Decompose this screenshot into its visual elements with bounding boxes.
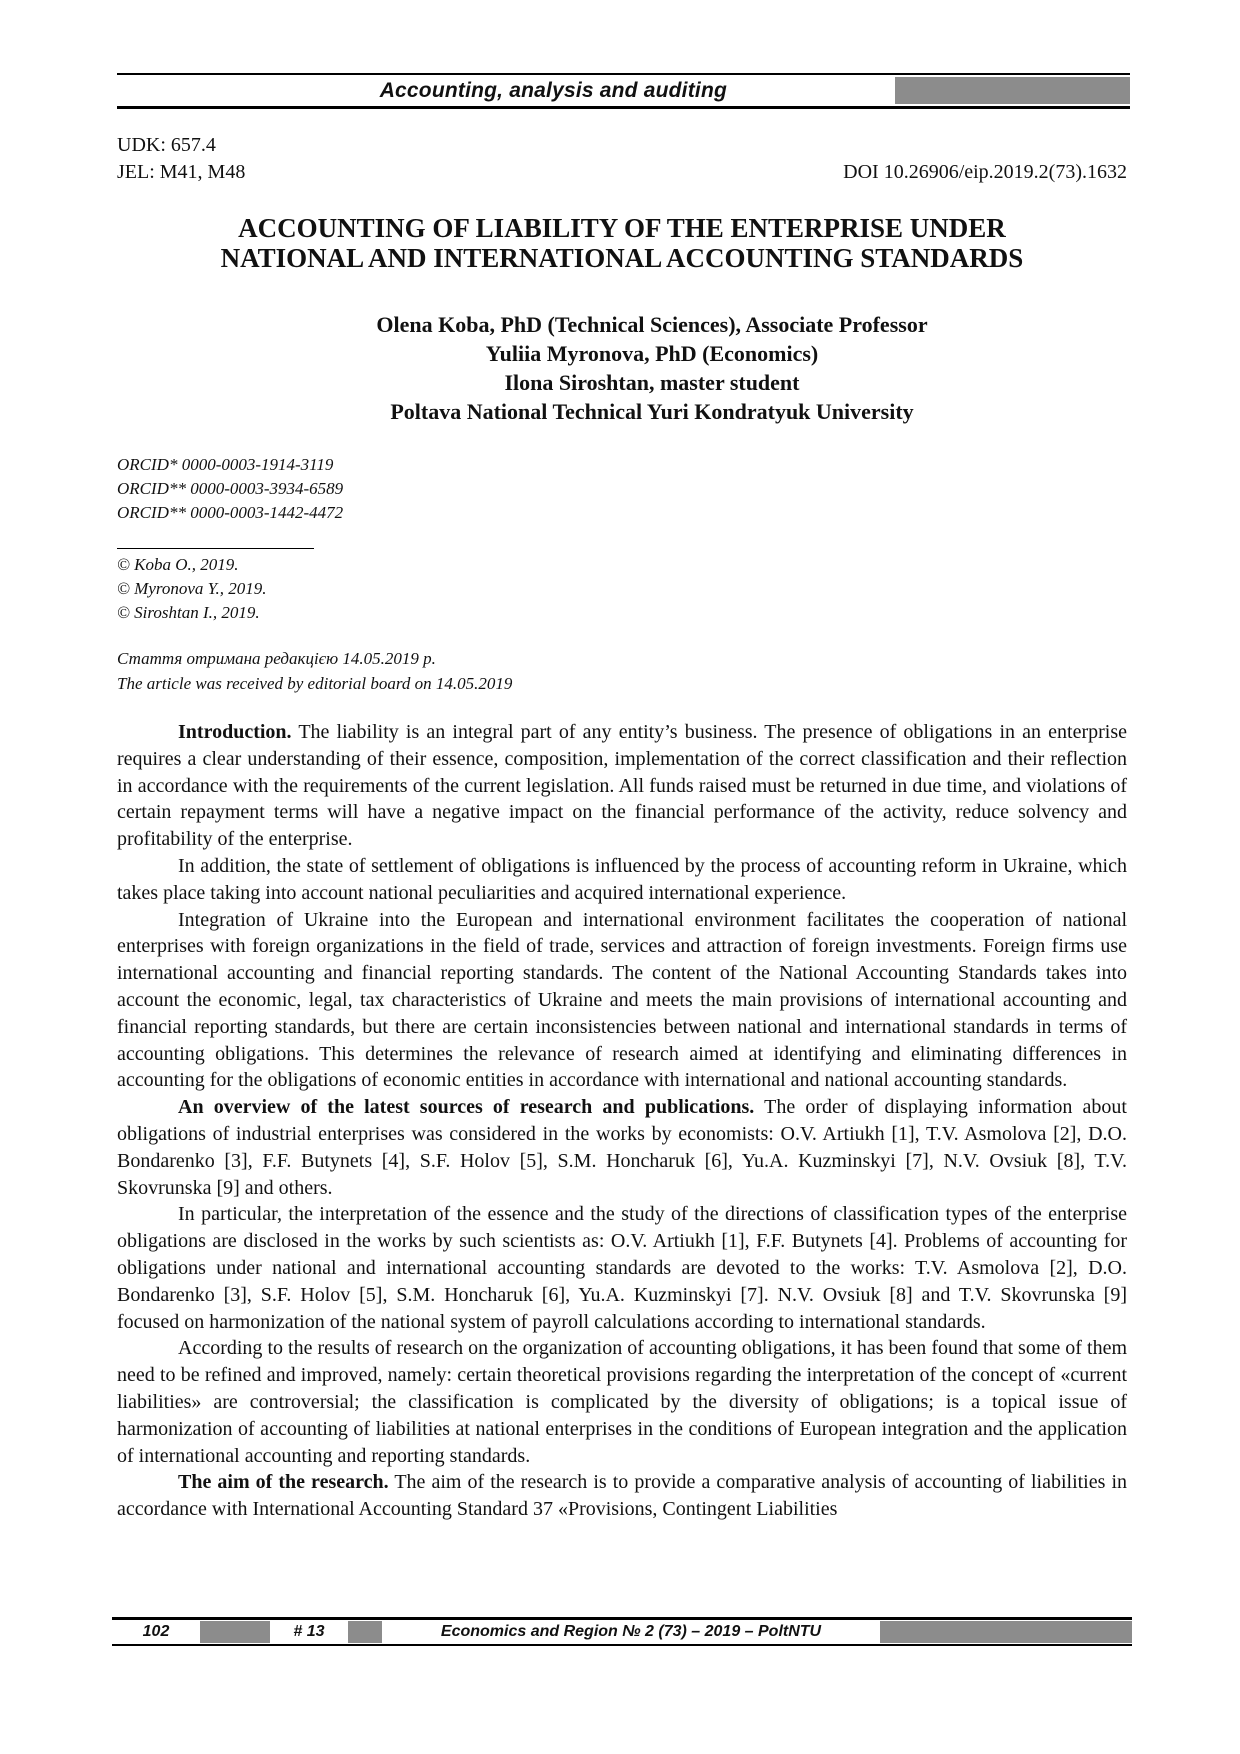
author-3: Ilona Siroshtan, master student [504,370,800,395]
footer-gray-block [200,1621,270,1643]
title-line-1: ACCOUNTING OF LIABILITY OF THE ENTERPRISE UNDER [238,213,1006,243]
received-note [117,646,512,696]
paragraph-aim [117,1469,1127,1523]
received-ukrainian: Стаття отримана редакцією 14.05.2019 р. [117,649,436,668]
issue-number: # 13 [293,1623,325,1640]
title-line-2: NATIONAL AND INTERNATIONAL ACCOUNTING STANDARDS [220,243,1024,273]
overview-heading: An overview of the latest sources of research and publications. [178,1096,755,1119]
article-metadata [117,132,1127,186]
header-gray-bar [895,77,1130,104]
running-footer [112,1617,1132,1647]
journal-name: Economics and Region № 2 (73) – 2019 – PoltNTU [440,1623,822,1640]
author-block [117,310,1187,426]
paragraph: According to the results of research on the organization of accounting obligations, it has been found that some of them need to be refined and improved, namely: certain theoretical provisions regarding the interpretation of the concept of «current liabilities» are controversial; the classification is complicated by the diversity of obligations; is a topical issue of harmonization of accounting of liabilities at national enterprises in the conditions of European integration and the application of international accounting and reporting standards. [117,1337,1127,1467]
header-bottom-rule [117,106,1130,109]
paragraph: In particular, the interpretation of the essence and the study of the directions of classification types of the enterprise obligations are disclosed in the works by such scientists as: O.V. Artiukh [1], F.F. Butynets [4]. Problems of accounting for obligations under national and international accounting standards are devoted to the works: T.V. Asmolova [2], D.O. Bondarenko [3], S.F. Holov [5], S.M. Honcharuk [6], Yu.A. Kuzminskyi [7]. N.V. Ovsiuk [8] and T.V. Skovrunska [9] focused on harmonization of the national system of payroll calculations according to international standards. [117,1203,1127,1333]
paragraph: In addition, the state of settlement of obligations is influenced by the process of accounting reform in Ukraine, which takes place taking into account national peculiarities and acquired international experience. [117,854,1127,904]
introduction-heading: Introduction. [178,721,292,743]
paragraph-overview [117,1094,1127,1201]
copyright-list [117,553,267,625]
author-1: Olena Koba, PhD (Technical Sciences), Associate Professor [376,312,928,337]
overview-text: The order of displaying information about obligations of industrial enterprises was considered in the works by economists: O.V. Artiukh [1], T.V. Asmolova [2], D.O. Bondarenko [3], F.F. Butynets [4], S.F. Holov [5], S.M. Honcharuk [6], Yu.A. Kuzminskyi [7], N.V. Ovsiuk [8], T.V. Skovrunska [9] and others. [117,1096,1127,1199]
affiliation: Poltava National Technical Yuri Kondratyuk University [390,399,914,424]
page-number: 102 [142,1623,170,1640]
udk-code: UDK: 657.4 [117,134,216,156]
aim-text: The aim of the research is to provide a comparative analysis of accounting of liabilities in accordance with International Accounting Standard 37 «Provisions, Contingent Liabilities [117,1471,1127,1521]
header-top-rule [117,73,1130,75]
orcid-3[interactable]: ORCID** 0000-0003-1442-4472 [117,503,344,522]
copyright-2: © Myronova Y., 2019. [117,579,267,598]
section-title: Accounting, analysis and auditing [379,79,727,102]
running-header [117,73,1130,109]
doi-link[interactable]: DOI 10.26906/eip.2019.2(73).1632 [843,161,1127,183]
orcid-2[interactable]: ORCID** 0000-0003-3934-6589 [117,479,344,498]
orcid-1[interactable]: ORCID* 0000-0003-1914-3119 [117,455,334,474]
footnote-divider [117,548,314,549]
copyright-3: © Siroshtan I., 2019. [117,603,260,622]
paper-title [117,213,1127,273]
footer-top-rule [112,1617,1132,1620]
jel-code: JEL: M41, M48 [117,161,246,183]
received-english: The article was received by editorial board on 14.05.2019 [117,674,513,693]
paragraph-introduction [117,719,1127,853]
introduction-text: The liability is an integral part of any entity’s business. The presence of obligations in an enterprise requires a clear understanding of their essence, composition, implementation of the correct classification and their reflection in accordance with the requirements of the current legislation. All funds raised must be returned in due time, and violations of certain repayment terms will have a negative impact on the financial performance of the activity, reduce solvency and profitability of the enterprise. [117,721,1127,851]
aim-heading: The aim of the research. [178,1471,389,1494]
paragraph: Integration of Ukraine into the European and international environment facilitates the cooperation of national enterprises with foreign organizations in the field of trade, services and attraction of foreign investments. Foreign firms use international accounting and financial reporting standards. The content of the National Accounting Standards takes into account the economic, legal, tax characteristics of Ukraine and meets the main provisions of international accounting and financial reporting standards, but there are certain inconsistencies between national and international standards in terms of accounting obligations. This determines the relevance of research aimed at identifying and eliminating differences in accounting for the obligations of economic entities in accordance with international and national accounting standards. [117,908,1127,1092]
orcid-list [117,453,343,525]
footer-bottom-rule [112,1644,1132,1646]
footer-gray-block [880,1621,1132,1643]
copyright-1: © Koba O., 2019. [117,555,239,574]
author-2: Yuliia Myronova, PhD (Economics) [485,341,819,366]
footer-gray-block [348,1621,382,1643]
article-body [117,719,1127,1523]
